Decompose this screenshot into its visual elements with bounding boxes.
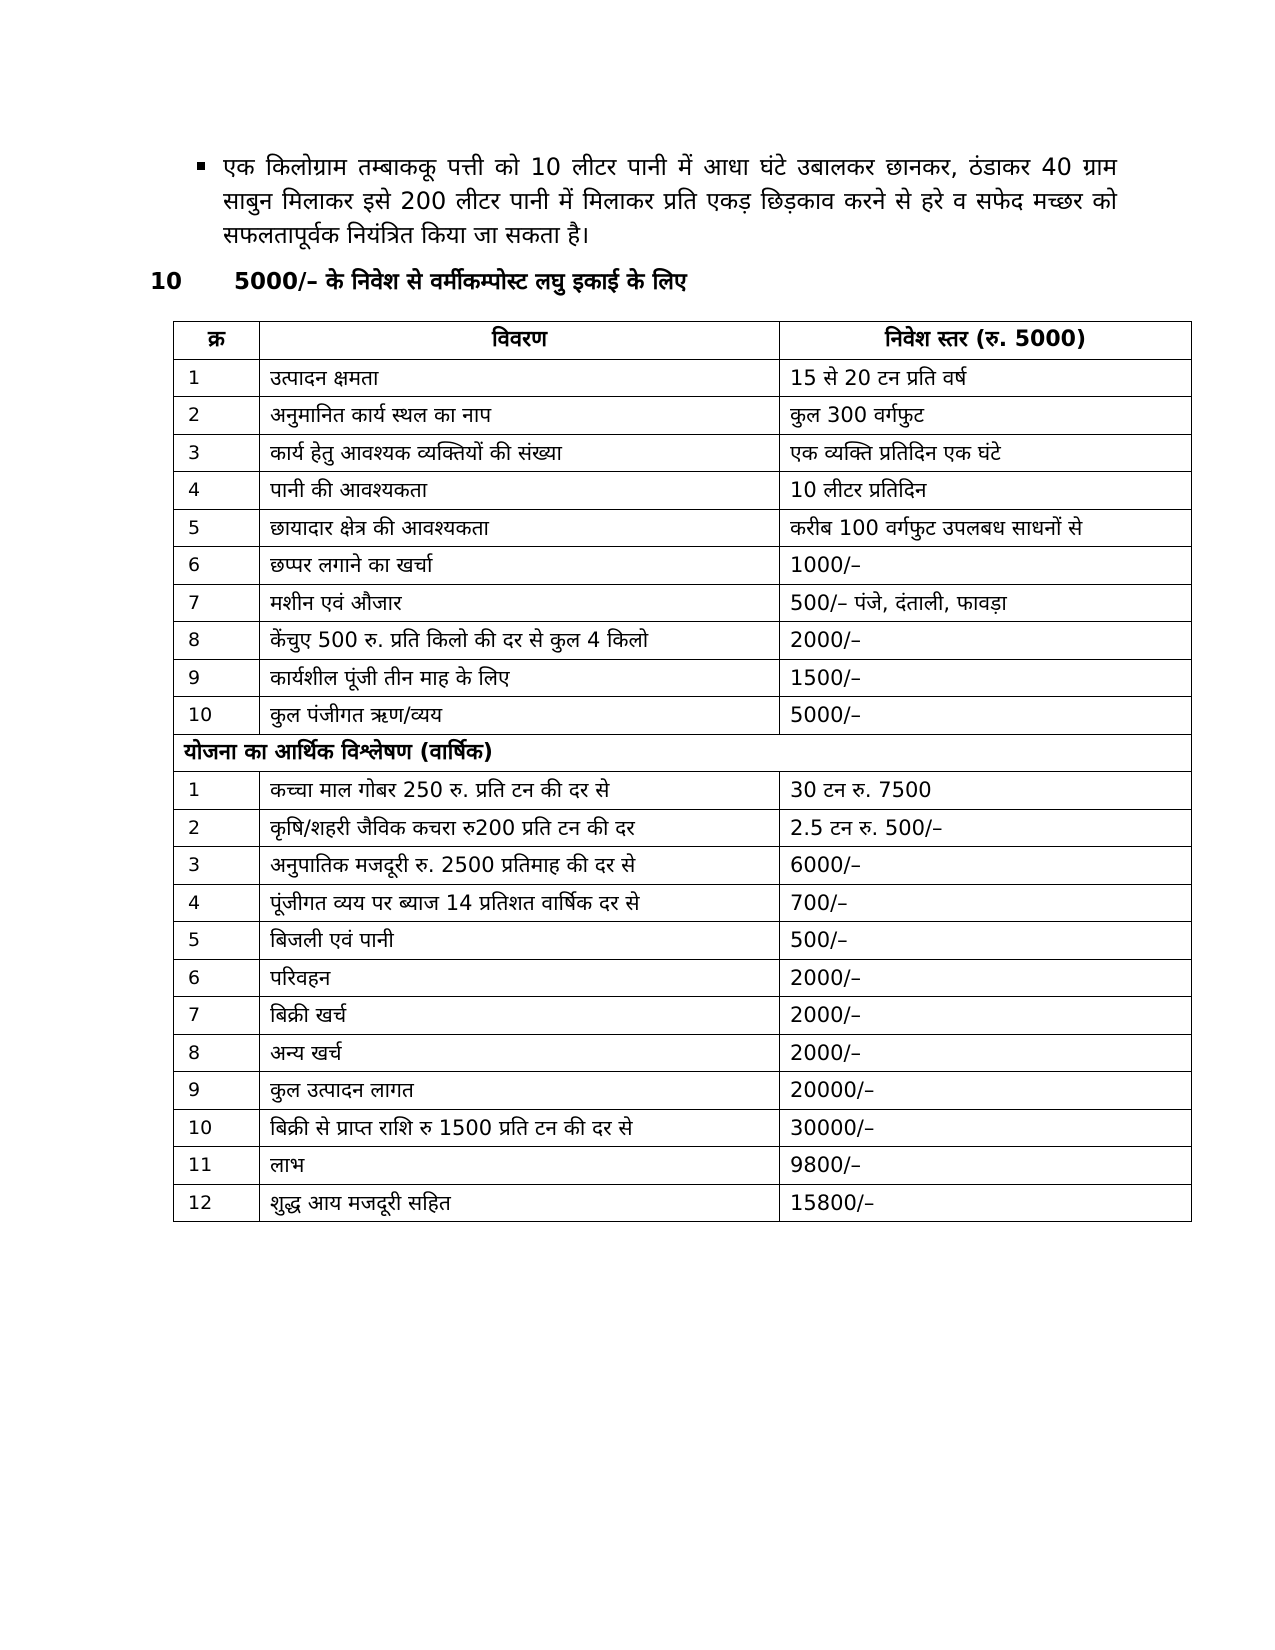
value-cell: एक व्यक्ति प्रतिदिन एक घंटे: [780, 434, 1192, 472]
description-cell: मशीन एवं औजार: [260, 584, 780, 622]
description-cell: छप्पर लगाने का खर्चा: [260, 547, 780, 585]
table-row: [174, 434, 1192, 472]
table-row: [174, 584, 1192, 622]
value-cell: 2000/–: [780, 622, 1192, 660]
header-investment: निवेश स्तर (रु. 5000): [780, 322, 1192, 360]
description-cell: केंचुए 500 रु. प्रति किलो की दर से कुल 4 किलो: [260, 622, 780, 660]
table-row: [174, 772, 1192, 810]
square-bullet-icon: [197, 162, 205, 170]
table-row: [174, 809, 1192, 847]
serial-cell: 9: [174, 659, 260, 697]
table-row: [174, 659, 1192, 697]
description-cell: अन्य खर्च: [260, 1034, 780, 1072]
description-cell: छायादार क्षेत्र की आवश्यकता: [260, 509, 780, 547]
value-cell: 15800/–: [780, 1184, 1192, 1222]
value-cell: 500/– पंजे, दंताली, फावड़ा: [780, 584, 1192, 622]
description-cell: कृषि/शहरी जैविक कचरा रु200 प्रति टन की दर: [260, 809, 780, 847]
table-row: [174, 1184, 1192, 1222]
table-body-analysis: [174, 772, 1192, 1222]
serial-cell: 7: [174, 997, 260, 1035]
value-cell: 1000/–: [780, 547, 1192, 585]
table-row: [174, 1147, 1192, 1185]
serial-cell: 10: [174, 1109, 260, 1147]
serial-cell: 1: [174, 772, 260, 810]
table-row: [174, 1034, 1192, 1072]
header-serial: क्र: [174, 322, 260, 360]
value-cell: 15 से 20 टन प्रति वर्ष: [780, 359, 1192, 397]
serial-cell: 2: [174, 809, 260, 847]
value-cell: 2.5 टन रु. 500/–: [780, 809, 1192, 847]
description-cell: बिक्री से प्राप्त राशि रु 1500 प्रति टन की दर से: [260, 1109, 780, 1147]
table-row: [174, 922, 1192, 960]
serial-cell: 6: [174, 959, 260, 997]
value-cell: 30 टन रु. 7500: [780, 772, 1192, 810]
description-cell: पूंजीगत व्यय पर ब्याज 14 प्रतिशत वार्षिक दर से: [260, 884, 780, 922]
section-heading: [150, 264, 687, 296]
table-row: [174, 547, 1192, 585]
description-cell: बिक्री खर्च: [260, 997, 780, 1035]
serial-cell: 8: [174, 622, 260, 660]
table-row: [174, 1072, 1192, 1110]
value-cell: 1500/–: [780, 659, 1192, 697]
description-cell: पानी की आवश्यकता: [260, 472, 780, 510]
serial-cell: 8: [174, 1034, 260, 1072]
description-cell: अनुपातिक मजदूरी रु. 2500 प्रतिमाह की दर से: [260, 847, 780, 885]
serial-cell: 3: [174, 434, 260, 472]
serial-cell: 4: [174, 472, 260, 510]
serial-cell: 4: [174, 884, 260, 922]
table-row: [174, 884, 1192, 922]
serial-cell: 5: [174, 509, 260, 547]
investment-table: [173, 321, 1192, 1222]
value-cell: 10 लीटर प्रतिदिन: [780, 472, 1192, 510]
table-row: [174, 397, 1192, 435]
table-row: [174, 697, 1192, 735]
value-cell: करीब 100 वर्गफुट उपलबध साधनों से: [780, 509, 1192, 547]
description-cell: कुल उत्पादन लागत: [260, 1072, 780, 1110]
value-cell: 2000/–: [780, 959, 1192, 997]
description-cell: लाभ: [260, 1147, 780, 1185]
description-cell: परिवहन: [260, 959, 780, 997]
bullet-text: एक किलोग्राम तम्बाककू पत्ती को 10 लीटर पानी में आधा घंटे उबालकर छानकर, ठंडाकर 40 ग्राम साबुन मिलाकर इसे 200 लीटर पानी में मिलाकर प्रति एकड़ छिड़काव करने से हरे व सफेद मच्छर को सफलतापूर्वक नियंत्रित किया जा सकता है।: [223, 153, 1117, 249]
table-row: [174, 997, 1192, 1035]
description-cell: कार्यशील पूंजी तीन माह के लिए: [260, 659, 780, 697]
serial-cell: 1: [174, 359, 260, 397]
value-cell: कुल 300 वर्गफुट: [780, 397, 1192, 435]
description-cell: अनुमानित कार्य स्थल का नाप: [260, 397, 780, 435]
serial-cell: 3: [174, 847, 260, 885]
bullet-paragraph: [197, 150, 1117, 252]
value-cell: 6000/–: [780, 847, 1192, 885]
table-row: [174, 622, 1192, 660]
serial-cell: 2: [174, 397, 260, 435]
table-row: [174, 847, 1192, 885]
description-cell: कार्य हेतु आवश्यक व्यक्तियों की संख्या: [260, 434, 780, 472]
serial-cell: 6: [174, 547, 260, 585]
table-row: [174, 1109, 1192, 1147]
table-row: [174, 959, 1192, 997]
serial-cell: 10: [174, 697, 260, 735]
table-header-row: [174, 322, 1192, 360]
value-cell: 2000/–: [780, 997, 1192, 1035]
description-cell: बिजली एवं पानी: [260, 922, 780, 960]
heading-text: 5000/– के निवेश से वर्मीकम्पोस्ट लघु इकाई के लिए: [234, 269, 687, 295]
table-row: [174, 359, 1192, 397]
value-cell: 30000/–: [780, 1109, 1192, 1147]
serial-cell: 12: [174, 1184, 260, 1222]
description-cell: कुल पंजीगत ऋण/व्यय: [260, 697, 780, 735]
serial-cell: 11: [174, 1147, 260, 1185]
table-body-setup: [174, 359, 1192, 734]
value-cell: 700/–: [780, 884, 1192, 922]
heading-number: 10: [150, 269, 183, 295]
value-cell: 5000/–: [780, 697, 1192, 735]
description-cell: शुद्ध आय मजदूरी सहित: [260, 1184, 780, 1222]
value-cell: 20000/–: [780, 1072, 1192, 1110]
value-cell: 9800/–: [780, 1147, 1192, 1185]
description-cell: कच्चा माल गोबर 250 रु. प्रति टन की दर से: [260, 772, 780, 810]
value-cell: 2000/–: [780, 1034, 1192, 1072]
table-section-body: [174, 734, 1192, 772]
header-description: विवरण: [260, 322, 780, 360]
serial-cell: 7: [174, 584, 260, 622]
value-cell: 500/–: [780, 922, 1192, 960]
serial-cell: 9: [174, 1072, 260, 1110]
section-title: योजना का आर्थिक विश्लेषण (वार्षिक): [174, 734, 1192, 772]
serial-cell: 5: [174, 922, 260, 960]
section-row: [174, 734, 1192, 772]
description-cell: उत्पादन क्षमता: [260, 359, 780, 397]
table-row: [174, 509, 1192, 547]
table-row: [174, 472, 1192, 510]
